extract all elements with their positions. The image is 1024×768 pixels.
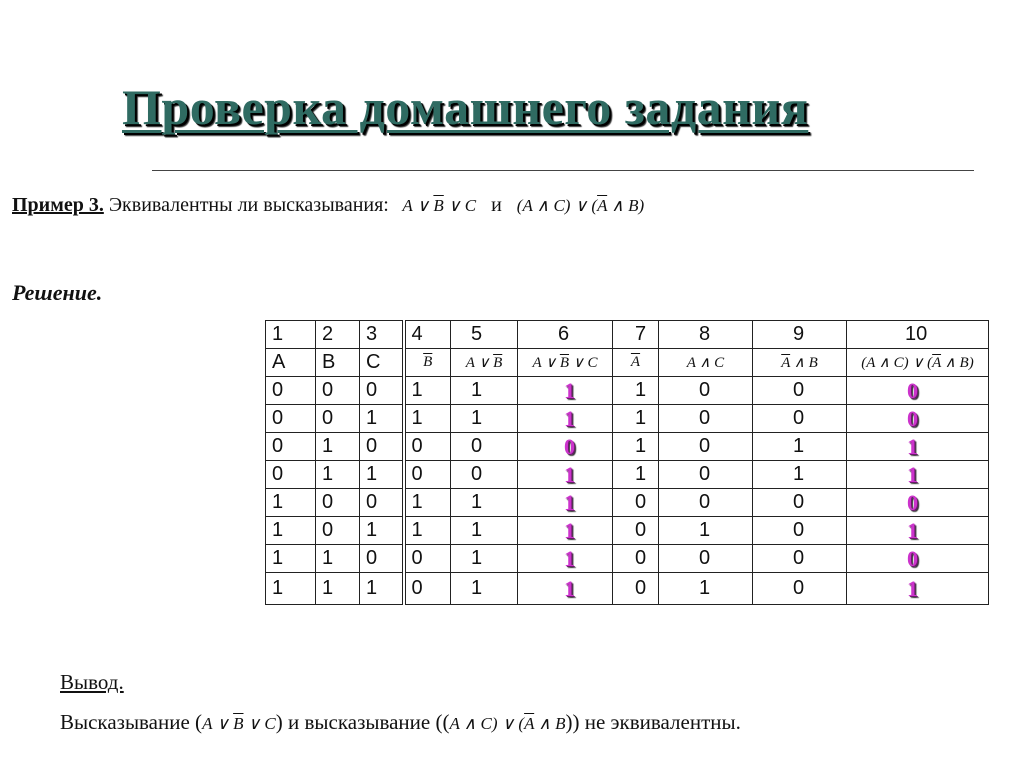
table-cell: 0 [451,433,518,461]
header-not-b: $\overline{B}$ [404,349,451,377]
highlighted-cell: 1 [518,461,613,489]
header-not-a: $\overline{A}$ [613,349,659,377]
table-cell: 1 [360,461,404,489]
table-row [266,573,989,605]
col-number: 2 [316,321,360,349]
table-cell: 0 [404,545,451,573]
table-cell: 1 [404,377,451,405]
table-cell: 0 [316,489,360,517]
table-cell: 0 [360,489,404,517]
table-cell: 0 [613,517,659,545]
highlighted-cell: 1 [518,517,613,545]
table-cell: 0 [753,517,847,545]
header-row [266,349,989,377]
table-cell: 0 [316,377,360,405]
table-cell: 1 [659,517,753,545]
highlighted-cell: 1 [518,573,613,605]
highlighted-cell: 1 [847,517,989,545]
table-cell: 1 [266,573,316,605]
table-cell: 1 [753,433,847,461]
highlighted-cell: 1 [847,433,989,461]
table-cell: 1 [451,489,518,517]
table-cell: 0 [266,377,316,405]
table-cell: 1 [266,489,316,517]
table-cell: 1 [451,377,518,405]
header-a-or-not-b-or-c: A ∨ $\overline{B}$ ∨ C [518,349,613,377]
table-cell: 0 [404,433,451,461]
table-cell: 1 [404,405,451,433]
highlighted-cell: 1 [518,377,613,405]
table-cell: 0 [404,461,451,489]
page-title: Проверка домашнего задания [122,79,809,135]
table-cell: 1 [316,433,360,461]
header-result-expression: (A ∧ C) ∨ ($\overline{A}$ ∧ B) [847,349,989,377]
table-cell: 1 [753,461,847,489]
highlighted-cell: 1 [518,405,613,433]
conjunction: и [491,194,502,216]
table-cell: 1 [613,405,659,433]
column-number-row [266,321,989,349]
table-row [266,461,989,489]
expression-1: A ∨ $\overline{B}$ ∨ C [402,196,477,215]
table-row [266,517,989,545]
col-number: 4 [404,321,451,349]
header-c: C [360,349,404,377]
header-not-a-and-b: $\overline{A}$ ∧ B [753,349,847,377]
header-a-or-not-b: A ∨ $\overline{B}$ [451,349,518,377]
col-number: 8 [659,321,753,349]
table-cell: 1 [613,433,659,461]
col-number: 9 [753,321,847,349]
table-cell: 1 [360,405,404,433]
highlighted-cell: 1 [518,489,613,517]
table-cell: 0 [753,489,847,517]
table-cell: 0 [659,545,753,573]
table-cell: 0 [404,573,451,605]
highlighted-cell: 1 [847,573,989,605]
table-cell: 0 [753,573,847,605]
table-cell: 1 [451,517,518,545]
table-cell: 1 [360,573,404,605]
conclusion-label: Вывод. [60,670,124,694]
table-row [266,377,989,405]
table-cell: 1 [266,545,316,573]
table-cell: 0 [753,545,847,573]
table-cell: 1 [404,489,451,517]
table-cell: 0 [753,405,847,433]
expression-2: (A ∧ C) ∨ ($\overline{A}$ ∧ B) [516,196,645,215]
table-cell: 0 [360,377,404,405]
example-text: Эквивалентны ли высказывания: [108,194,389,216]
col-number: 6 [518,321,613,349]
table-cell: 0 [659,405,753,433]
truth-table [265,320,989,605]
table-cell: 1 [360,517,404,545]
table-cell: 0 [360,545,404,573]
table-cell: 0 [613,545,659,573]
highlighted-cell: 1 [518,545,613,573]
table-row [266,405,989,433]
highlighted-cell: 0 [847,377,989,405]
header-a-and-c: A ∧ C [659,349,753,377]
table-cell: 0 [659,489,753,517]
highlighted-cell: 1 [847,461,989,489]
highlighted-cell: 0 [847,489,989,517]
table-cell: 0 [613,573,659,605]
divider [152,170,974,171]
table-cell: 0 [266,461,316,489]
col-number: 1 [266,321,316,349]
table-cell: 1 [404,517,451,545]
table-row [266,489,989,517]
table-cell: 0 [316,517,360,545]
highlighted-cell: 0 [847,545,989,573]
col-number: 10 [847,321,989,349]
col-number: 7 [613,321,659,349]
table-cell: 0 [266,405,316,433]
table-cell: 0 [316,405,360,433]
table-cell: 0 [613,489,659,517]
col-number: 5 [451,321,518,349]
col-number: 3 [360,321,404,349]
table-cell: 0 [659,433,753,461]
table-cell: 1 [613,461,659,489]
table-cell: 0 [360,433,404,461]
table-cell: 1 [451,545,518,573]
table-cell: 0 [659,377,753,405]
conclusion-text: Высказывание (A ∨ $\overline{B}$ ∨ C) и высказывание ((A ∧ C) ∨ ($\overline{A}$ ∧ B)) не эквивалентны. [60,710,741,734]
table-cell: 0 [451,461,518,489]
table-cell: 1 [451,405,518,433]
table-cell: 1 [316,573,360,605]
table-cell: 1 [266,517,316,545]
table-row [266,545,989,573]
table-cell: 1 [316,545,360,573]
table-cell: 1 [451,573,518,605]
header-b: B [316,349,360,377]
header-a: A [266,349,316,377]
table-cell: 1 [613,377,659,405]
table-row [266,433,989,461]
table-cell: 1 [316,461,360,489]
highlighted-cell: 0 [518,433,613,461]
highlighted-cell: 0 [847,405,989,433]
table-cell: 0 [266,433,316,461]
example-label: Пример 3. [12,194,104,216]
example-statement [12,194,644,217]
solution-label: Решение. [12,280,103,305]
table-cell: 0 [753,377,847,405]
table-cell: 0 [659,461,753,489]
table-cell: 1 [659,573,753,605]
